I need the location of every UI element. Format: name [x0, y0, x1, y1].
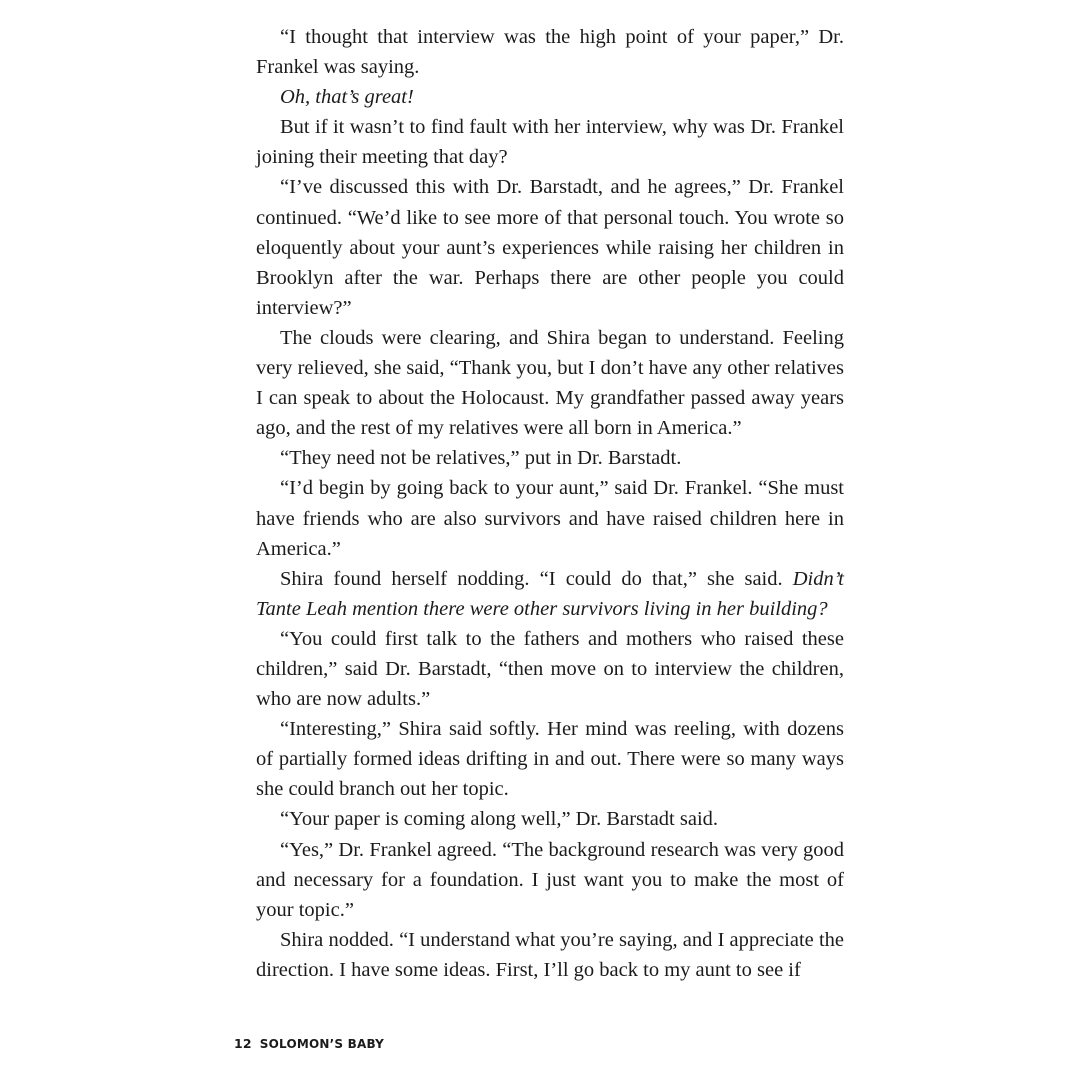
paragraph — [256, 624, 844, 714]
paragraph — [256, 925, 844, 985]
paragraph — [256, 804, 844, 834]
paragraph — [256, 22, 844, 82]
paragraph-text: “Yes,” Dr. Frankel agreed. “The background research was very good and necessary for a foundation. I just want you to make the most of your topic.” — [256, 838, 844, 921]
body-text — [256, 22, 844, 985]
italic-text: Didn’t Tante Leah mention there were other survivors living in her building? — [256, 567, 844, 620]
paragraph-text: “I thought that interview was the high point of your paper,” Dr. Frankel was saying. — [256, 26, 844, 79]
paragraph-text: “You could first talk to the fathers and mothers who raised these children,” said Dr. Barstadt, “then move on to interview the children, who are now adults.” — [256, 627, 844, 711]
paragraph — [256, 82, 844, 112]
paragraph-text: But if it wasn’t to find fault with her interview, why was Dr. Frankel joining their meeting that day? — [256, 116, 844, 169]
paragraph-text: The clouds were clearing, and Shira began to understand. Feeling very relieved, she said, “Thank you, but I don’t have any other relatives I can speak to about the Holocaust. My grandfather passed away years ago, and the rest of my relatives were all born in America.” — [256, 326, 844, 440]
page-number: 12 — [234, 1036, 252, 1051]
paragraph — [256, 443, 844, 473]
paragraph — [256, 564, 844, 624]
paragraph — [256, 323, 844, 443]
paragraph-text: “Your paper is coming along well,” Dr. Barstadt said. — [280, 808, 719, 831]
paragraph-text: Shira nodded. “I understand what you’re saying, and I appreciate the direction. I have some ideas. First, I’ll go back to my aunt to see if — [256, 928, 844, 981]
paragraph-text: “I’ve discussed this with Dr. Barstadt, and he agrees,” Dr. Frankel continued. “We’d like to see more of that personal touch. You wrote so eloquently about your aunt’s experiences while raising her children in Brooklyn after the war. Perhaps there are other people you could interview?” — [256, 176, 844, 319]
paragraph-text: “They need not be relatives,” put in Dr. Barstadt. — [280, 447, 682, 470]
paragraph — [256, 473, 844, 563]
paragraph — [256, 714, 844, 804]
paragraph — [256, 835, 844, 925]
paragraph — [256, 112, 844, 172]
paragraph-text: “I’d begin by going back to your aunt,” said Dr. Frankel. “She must have friends who are also survivors and have raised children here in America.” — [256, 477, 844, 560]
running-footer — [234, 1036, 384, 1056]
paragraph — [256, 172, 844, 322]
italic-text: Oh, that’s great! — [280, 86, 414, 109]
paragraph-text: Shira found herself nodding. “I could do that,” she said. — [280, 567, 793, 590]
paragraph-text: “Interesting,” Shira said softly. Her mind was reeling, with dozens of partially formed ideas drifting in and out. There were so many ways she could branch out her topic. — [256, 718, 844, 801]
book-title: SOLOMON’S BABY — [259, 1037, 385, 1051]
